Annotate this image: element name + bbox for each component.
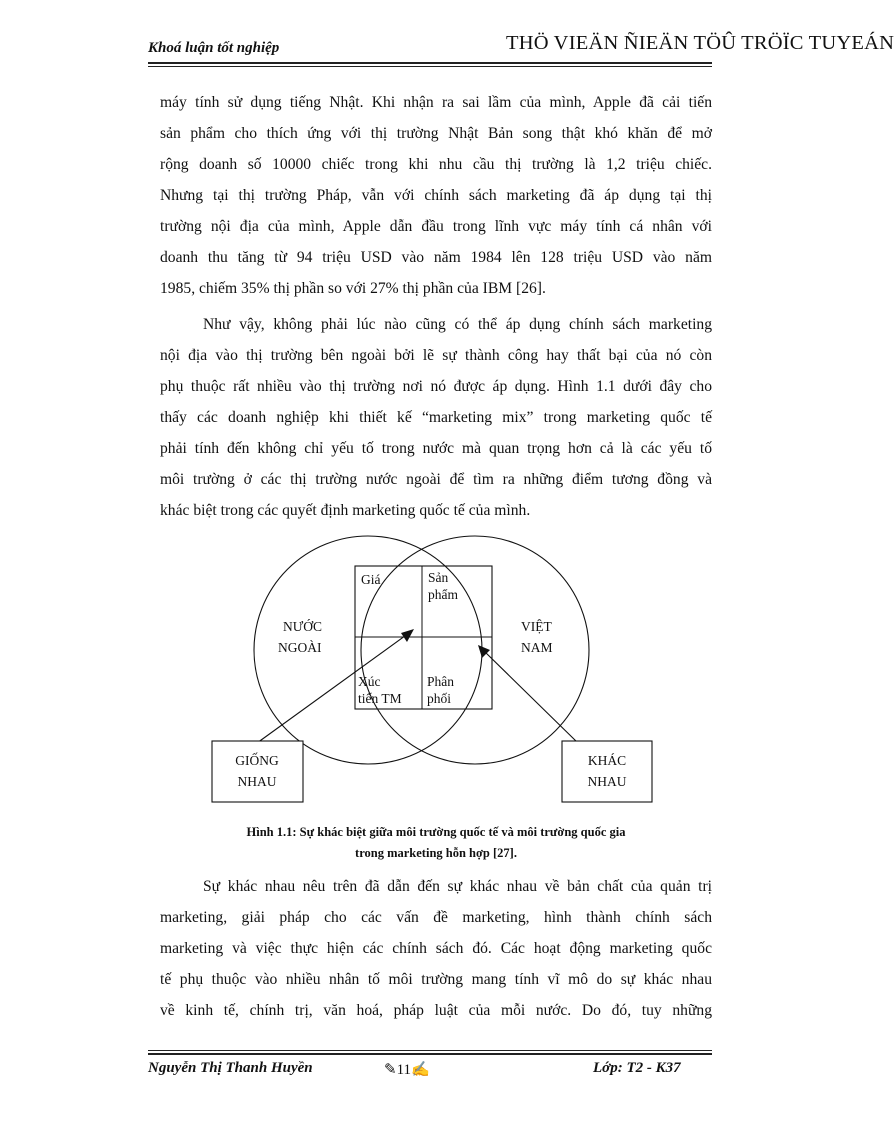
footer-rule-thin: [148, 1050, 712, 1051]
paragraph-2: [160, 309, 712, 526]
label-vietnam-2: NAM: [521, 640, 553, 655]
line: 1985, chiếm 35% thị phần so với 27% thị phần của IBM [26].: [160, 280, 546, 297]
page-number: 11: [396, 1062, 412, 1078]
box-different-label-1: KHÁC: [587, 753, 627, 768]
line: môi trường ở các thị trường nước ngoài để tìm ra những điểm tương đồng và: [160, 471, 712, 488]
line: về kinh tế, chính trị, văn hoá, pháp luật của mỗi nước. Do đó, tuy những: [160, 1002, 712, 1019]
footer-author: Nguyễn Thị Thanh Huyền: [148, 1060, 313, 1076]
label-foreign-2: NGOÀI: [278, 640, 322, 655]
line: thấy các doanh nghiệp khi thiết kế “marketing mix” trong marketing quốc tế: [160, 409, 712, 426]
arrow-different-head: [478, 645, 490, 658]
box-different-label-2: NHAU: [587, 774, 627, 789]
line: Như vậy, không phải lúc nào cũng có thể áp dụng chính sách marketing: [203, 316, 712, 333]
box-similar-label-1: GIỐNG: [235, 753, 279, 768]
label-foreign-1: NƯỚC: [283, 619, 322, 634]
arrow-different-line: [483, 650, 578, 743]
figure-caption: [160, 822, 712, 864]
cell-promotion-label-2: tiến TM: [358, 691, 402, 706]
line: Sự khác nhau nêu trên đã dẫn đến sự khác nhau về bản chất của quản trị: [203, 878, 712, 895]
line: máy tính sử dụng tiếng Nhật. Khi nhận ra sai lầm của mình, Apple đã cải tiến: [160, 94, 712, 111]
pencil-icon: ✎: [384, 1062, 397, 1078]
cell-distribution-label-2: phối: [427, 691, 452, 706]
header-rule-thin: [148, 66, 712, 67]
line: marketing, giải pháp cho các vấn đề marketing, hình thành chính sách: [160, 909, 712, 926]
cell-product-label-1: Sản: [428, 570, 449, 585]
paragraph-1: [160, 87, 712, 304]
line: doanh thu tăng từ 94 triệu USD vào năm 1984 lên 128 triệu USD vào năm: [160, 249, 712, 266]
cell-price-label: Giá: [361, 572, 381, 587]
cell-product-label-2: phẩm: [428, 587, 458, 602]
line: khác biệt trong các quyết định marketing quốc tế của mình.: [160, 502, 531, 519]
line: phải tính đến không chỉ yếu tố trong nước mà quan trọng hơn cả là các yếu tố: [160, 440, 712, 457]
right-circle-vietnam: [361, 536, 589, 764]
arrow-similar-head: [401, 629, 414, 642]
footer-class: Lớp: T2 - K37: [593, 1060, 681, 1076]
header-rule-thick: [148, 62, 712, 64]
footer-rule-thick: [148, 1053, 712, 1055]
line: Nhưng tại thị trường Pháp, vẫn với chính sách marketing đã áp dụng tại thị: [160, 187, 712, 204]
cell-distribution-label-1: Phân: [427, 674, 454, 689]
line: sản phẩm cho thích ứng với thị trường Nhật Bản song thật khó khăn để mở: [160, 125, 712, 142]
caption-line: trong marketing hỗn hợp [27].: [355, 846, 517, 860]
box-similar: [212, 741, 303, 802]
header-library-name: THÖ VIEÄN ÑIEÄN TÖÛ TRÖÏC TUYEÁN: [506, 32, 894, 54]
line: tế phụ thuộc vào nhiều nhân tố môi trường mang tính vĩ mô do sự khác nhau: [160, 971, 712, 988]
box-similar-label-2: NHAU: [237, 774, 277, 789]
cell-promotion-label-1: Xúc: [358, 674, 381, 689]
line: marketing và việc thực hiện các chính sách đó. Các hoạt động marketing quốc: [160, 940, 712, 957]
header-thesis-title: Khoá luận tốt nghiệp: [148, 40, 280, 56]
line: nội địa vào thị trường bên ngoài bởi lẽ sự thành công hay thất bại của nó còn: [160, 347, 712, 364]
line: phụ thuộc rất nhiều vào thị trường nơi nó được áp dụng. Hình 1.1 dưới đây cho: [160, 378, 712, 395]
box-different: [562, 741, 652, 802]
paragraph-3: [160, 871, 712, 1026]
line: rộng doanh số 10000 chiếc trong khi nhu cầu thị trường là 1,2 triệu chiếc.: [160, 156, 712, 173]
label-vietnam-1: VIỆT: [521, 619, 552, 634]
line: trường nội địa của mình, Apple dẫn đầu trong lĩnh vực máy tính cá nhân với: [160, 218, 712, 235]
venn-diagram-figure: [204, 530, 634, 810]
caption-line: Hình 1.1: Sự khác biệt giữa môi trường quốc tế và môi trường quốc gia: [246, 825, 626, 839]
footer-page-number: [384, 1060, 430, 1079]
writing-hand-icon: ✍: [411, 1062, 430, 1078]
